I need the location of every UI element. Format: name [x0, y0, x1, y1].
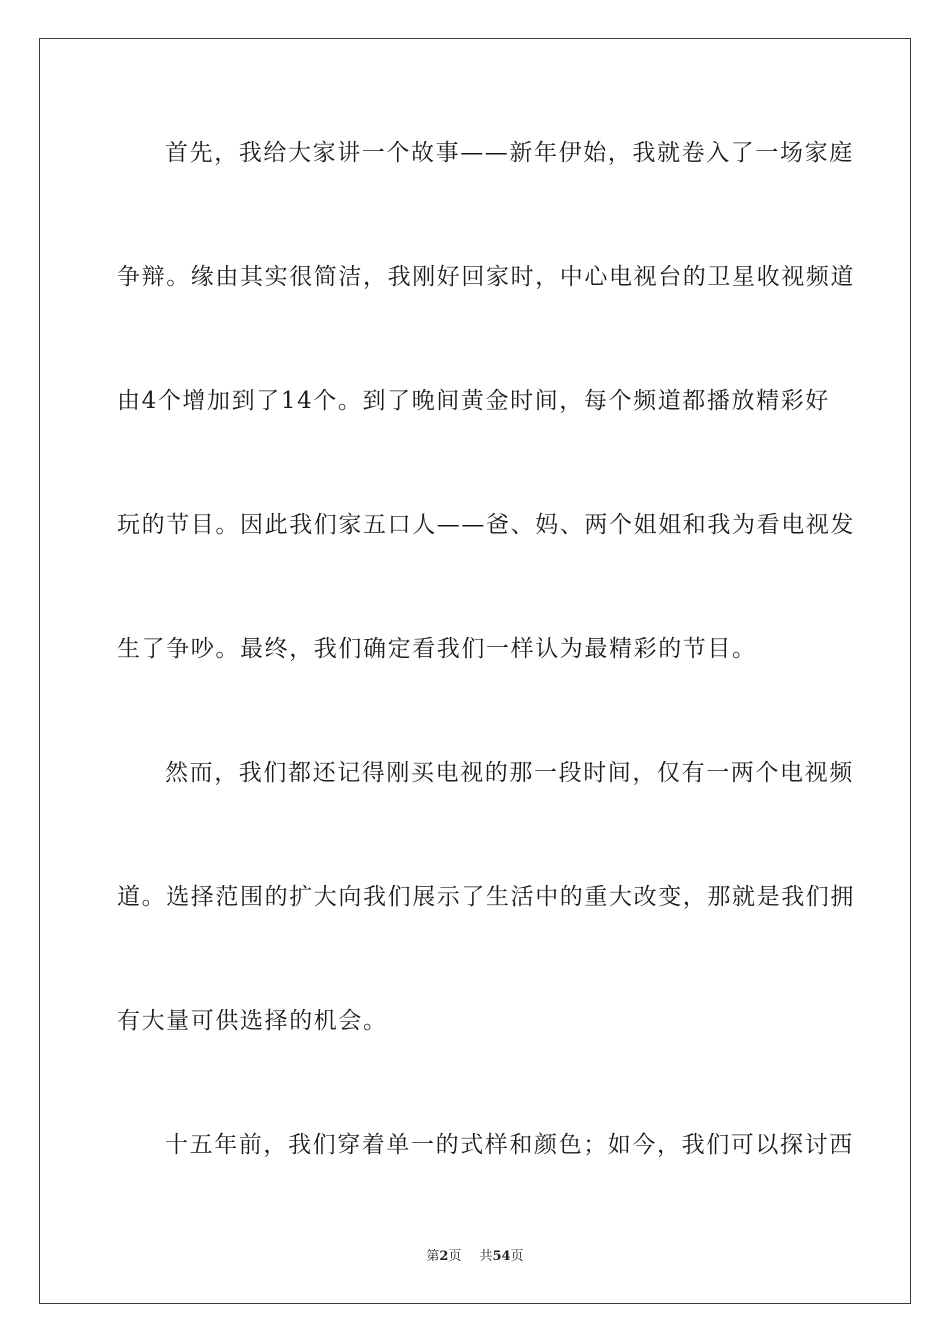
paragraph-2-line-1: 然而，我们都还记得刚买电视的那一段时间，仅有一两个电视频: [165, 760, 854, 786]
page-footer: [0, 1248, 950, 1266]
paragraph-1-line-1: 首先，我给大家讲一个故事——新年伊始，我就卷入了一场家庭: [165, 140, 854, 166]
paragraph-2-line-2: 道。选择范围的扩大向我们展示了生活中的重大改变，那就是我们拥: [117, 884, 855, 910]
paragraph-3-line-1: 十五年前，我们穿着单一的式样和颜色；如今，我们可以探讨西: [165, 1132, 854, 1158]
total-suffix: 页: [510, 1249, 524, 1264]
paragraph-1-line-2: 争辩。缘由其实很简洁，我刚好回家时，中心电视台的卫星收视频道: [117, 264, 855, 290]
page-number: 2: [439, 1249, 449, 1264]
paragraph-2-line-3: 有大量可供选择的机会。: [117, 1008, 388, 1034]
page-suffix: 页: [448, 1249, 462, 1264]
paragraph-1-line-5: 生了争吵。最终，我们确定看我们一样认为最精彩的节目。: [117, 636, 757, 662]
total-prefix: 共: [479, 1249, 493, 1264]
page-frame: [39, 38, 911, 1304]
page-prefix: 第: [426, 1249, 440, 1264]
paragraph-1-line-3: 由4个增加到了14个。到了晚间黄金时间，每个频道都播放精彩好: [117, 388, 830, 414]
total-pages: 54: [492, 1249, 511, 1264]
paragraph-1-line-4: 玩的节目。因此我们家五口人——爸、妈、两个姐姐和我为看电视发: [117, 512, 855, 538]
